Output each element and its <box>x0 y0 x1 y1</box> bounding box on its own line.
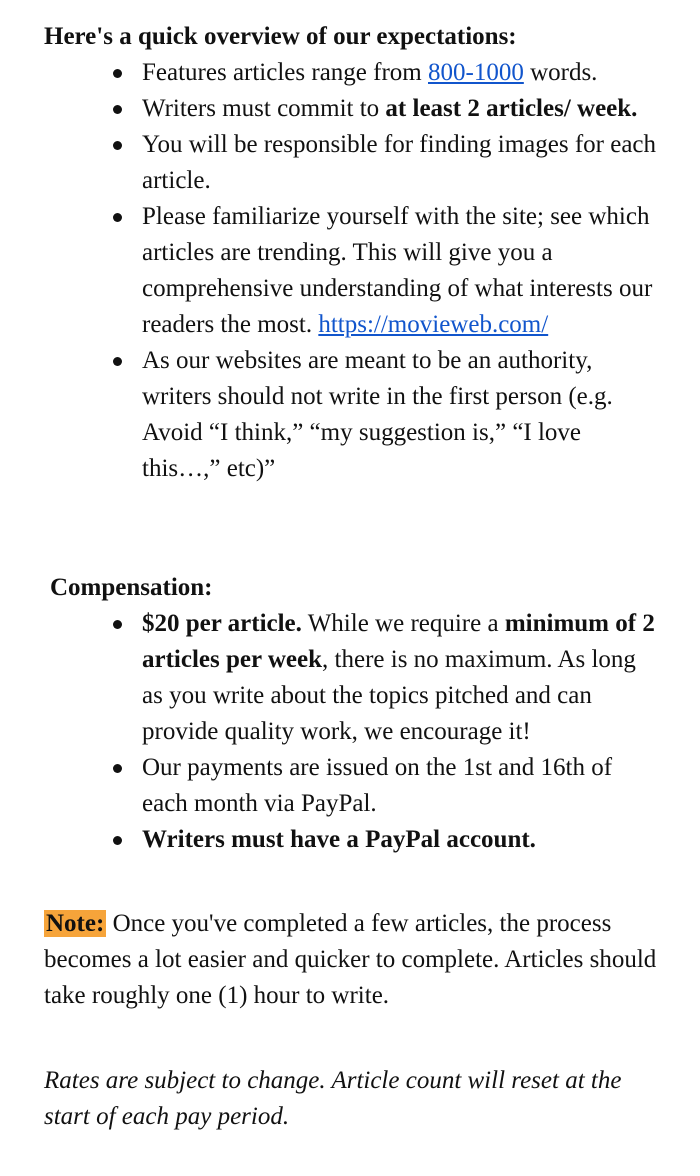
expectations-list <box>0 55 700 487</box>
note-label: Note: <box>46 910 105 937</box>
word-count-link[interactable]: 800-1000 <box>428 59 524 86</box>
list-item: Our payments are issued on the 1st and 16th of each month via PayPal. <box>0 750 700 822</box>
disclaimer-text: Rates are subject to change. Article count will reset at the start of each pay period. <box>44 1067 622 1130</box>
list-item: You will be responsible for finding images for each article. <box>0 127 700 199</box>
list-item: Writers must commit to at least 2 articles/ week. <box>0 91 700 127</box>
list-item: Writers must have a PayPal account. <box>0 822 700 858</box>
movieweb-link[interactable]: https://movieweb.com/ <box>318 311 549 338</box>
list-item: Please familiarize yourself with the site; see which articles are trending. This will give you a comprehensive understanding of what interests our readers the most. https://movieweb.com/ <box>0 199 700 343</box>
expectations-heading: Here's a quick overview of our expectations: <box>44 23 517 50</box>
list-item: $20 per article. While we require a minimum of 2 articles per week, there is no maximum. As long as you write about the topics pitched and can provide quality work, we encourage it! <box>0 606 700 750</box>
compensation-heading: Compensation: <box>50 574 213 601</box>
note-paragraph: Note: Once you've completed a few articles, the process becomes a lot easier and quicker to complete. Articles should take roughly one (1) hour to write. <box>44 910 657 1009</box>
compensation-list <box>0 606 700 858</box>
list-item: Features articles range from 800-1000 words. <box>0 55 700 91</box>
list-item: As our websites are meant to be an authority, writers should not write in the first person (e.g. Avoid “I think,” “my suggestion is,” “I love this…,” etc)” <box>0 343 700 487</box>
